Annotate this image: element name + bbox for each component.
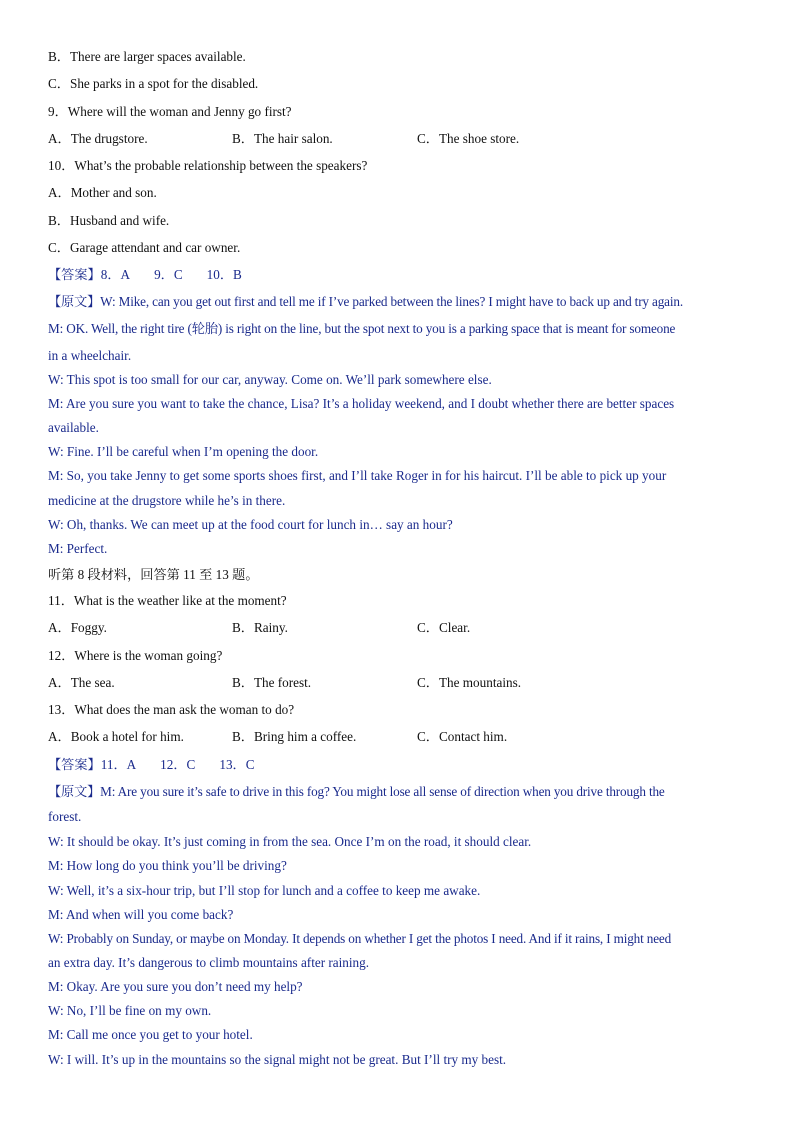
q11-option-a: A．Foggy. [48,620,107,635]
q13-option-c: C．Contact him. [417,729,508,744]
q12-option-b: B．The forest. [232,675,312,690]
answer-tag: 【答案】 [48,757,101,772]
transcript-line: W: I will. It’s up in the mountains so the signal might not be great. But I’ll try my best. [48,1052,507,1067]
q9-question: 9．Where will the woman and Jenny go first? [48,104,292,119]
answer-item: 8．A [100,267,131,282]
transcript-line: W: It should be okay. It’s just coming in from the sea. Once I’m on the road, it should clear. [48,834,532,849]
transcript-line: forest. [48,809,82,824]
transcript-line: M: And when will you come back? [48,907,234,922]
transcript-line: M: Okay. Are you sure you don’t need my help? [48,979,303,994]
answer-item: 12．C [160,757,196,772]
q13-question: 13．What does the man ask the woman to do? [48,702,295,717]
transcript-line: W: No, I’ll be fine on my own. [48,1003,212,1018]
transcript-line: W: This spot is too small for our car, anyway. Come on. We’ll park somewhere else. [48,372,492,387]
transcript-line: W: Oh, thanks. We can meet up at the food court for lunch in… say an hour? [48,517,453,532]
q12-option-c: C．The mountains. [417,675,522,690]
transcript-line: M: Call me once you get to your hotel. [48,1027,253,1042]
transcript-line: M: So, you take Jenny to get some sports shoes first, and I’ll take Roger in for his haircut. I’ll be able to pick up your [48,468,667,483]
answer-item: 9．C [154,267,183,282]
q11-option-c: C．Clear. [417,620,471,635]
answer-line-1 [48,266,242,284]
q10-option-c: C．Garage attendant and car owner. [48,240,241,255]
transcript-line: W: Well, it’s a six-hour trip, but I’ll stop for lunch and a coffee to keep me awake. [48,883,481,898]
transcript-line: 【原文】M: Are you sure it’s safe to drive in this fog? You might lose all sense of direction when you drive through the [48,784,665,799]
answer-tag: 【答案】 [48,267,101,282]
transcript-line: W: Fine. I’ll be careful when I’m opening the door. [48,444,319,459]
q11-option-b: B．Rainy. [232,620,288,635]
q9-option-c: C．The shoe store. [417,131,520,146]
transcript-line: an extra day. It’s dangerous to climb mountains after raining. [48,955,370,970]
transcript-tag: 【原文】 [48,784,101,799]
q12-option-a: A．The sea. [48,675,115,690]
transcript-line: M: Perfect. [48,541,108,556]
q9-option-b: B．The hair salon. [232,131,333,146]
q11-question: 11．What is the weather like at the moment? [48,593,287,608]
transcript-line: 【原文】W: Mike, can you get out first and tell me if I’ve parked between the lines? I might have to back up and try again. [48,294,683,309]
transcript-line: medicine at the drugstore while he’s in there. [48,493,286,508]
q8-option-c: C．She parks in a spot for the disabled. [48,76,259,91]
q10-question: 10．What’s the probable relationship between the speakers? [48,158,368,173]
transcript-line: M: OK. Well, the right tire (轮胎) is right on the line, but the spot next to you is a parking space that is meant for someone [48,321,676,336]
q13-option-b: B．Bring him a coffee. [232,729,357,744]
section-heading: 听第 8 段材料，回答第 11 至 13 题。 [48,567,259,582]
q13-option-a: A．Book a hotel for him. [48,729,184,744]
q10-option-a: A．Mother and son. [48,185,157,200]
answer-item: 13．C [219,757,255,772]
transcript-line: in a wheelchair. [48,348,132,363]
answer-line-2 [48,756,255,774]
transcript-line: available. [48,420,99,435]
answer-item: 10．B [206,267,242,282]
answer-item: 11．A [100,757,137,772]
transcript-line: M: How long do you think you’ll be driving? [48,858,287,873]
q9-option-a: A．The drugstore. [48,131,148,146]
transcript-line: W: Probably on Sunday, or maybe on Monday. It depends on whether I get the photos I need. And if it rains, I might need [48,931,672,946]
transcript-tag: 【原文】 [48,294,101,309]
q10-option-b: B．Husband and wife. [48,213,170,228]
q12-question: 12．Where is the woman going? [48,648,223,663]
q8-option-b: B．There are larger spaces available. [48,49,246,64]
transcript-line: M: Are you sure you want to take the chance, Lisa? It’s a holiday weekend, and I doubt whether there are better spaces [48,396,675,411]
